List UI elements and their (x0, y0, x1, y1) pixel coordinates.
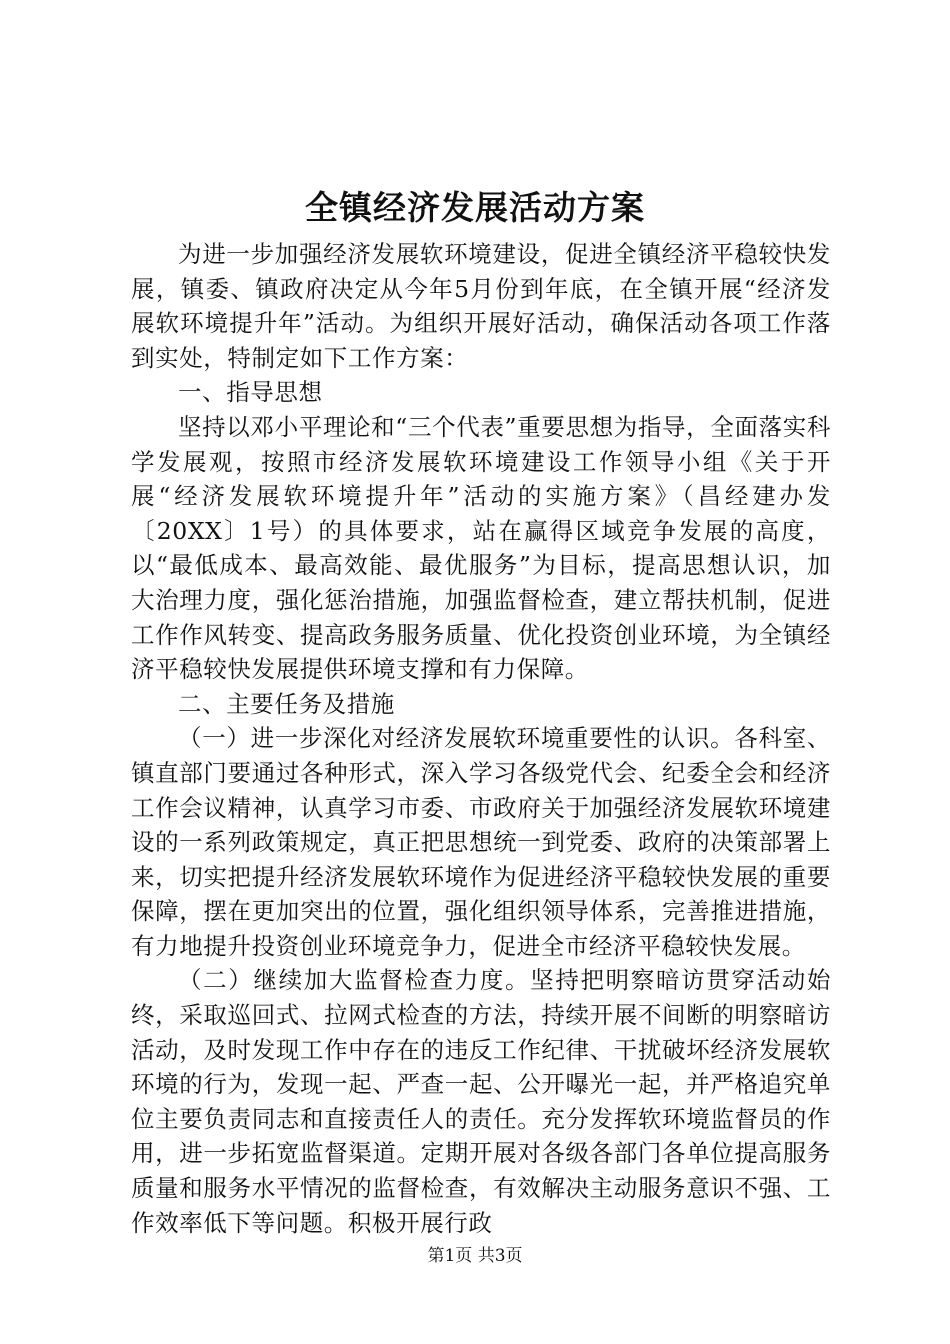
guiding-thought-paragraph: 坚持以邓小平理论和“三个代表”重要思想为指导，全面落实科学发展观，按照市经济发展软环境建设工作领导小组《关于开展“经济发展软环境提升年”活动的实施方案》（昌经建办发〔20XX〕1号）的具体要求，站在赢得区域竞争发展的高度，以“最低成本、最高效能、最优服务”为目标，提高思想认识，加大治理力度，强化惩治措施，加强监督检查，建立帮扶机制，促进工作作风转变、提高政务服务质量、优化投资创业环境，为全镇经济平稳较快发展提供环境支撑和有力保障。 (131, 412, 831, 684)
intro-paragraph: 为进一步加强经济发展软环境建设，促进全镇经济平稳较快发展，镇委、镇政府决定从今年5月份到年底，在全镇开展“经济发展软环境提升年”活动。为组织开展好活动，确保活动各项工作落到实处，特制定如下工作方案： (131, 240, 831, 372)
document-body (131, 237, 831, 1240)
document-title: 全镇经济发展活动方案 (305, 188, 645, 227)
section-heading-guiding-thought: 一、指导思想 (178, 378, 323, 407)
task-item-1-paragraph: （一）进一步深化对经济发展软环境重要性的认识。各科室、镇直部门要通过各种形式，深入学习各级党代会、纪委全会和经济工作会议精神，认真学习市委、市政府关于加强经济发展软环境建设的一系列政策规定，真正把思想统一到党委、政府的决策部署上来，切实把提升经济发展软环境作为促进经济平稳较快发展的重要保障，摆在更加突出的位置，强化组织领导体系，完善推进措施，有力地提升投资创业环境竞争力，促进全市经济平稳较快发展。 (131, 724, 831, 960)
page-number-footer: 第1页 共3页 (427, 1246, 523, 1266)
task-item-2-paragraph: （二）继续加大监督检查力度。坚持把明察暗访贯穿活动始终，采取巡回式、拉网式检查的方法，持续开展不间断的明察暗访活动，及时发现工作中存在的违反工作纪律、干扰破坏经济发展软环境的行为，发现一起、严查一起、公开曝光一起，并严格追究单位主要负责同志和直接责任人的责任。充分发挥软环境监督员的作用，进一步拓宽监督渠道。定期开展对各级各部门各单位提高服务质量和服务水平情况的监督检查，有效解决主动服务意识不强、工作效率低下等问题。积极开展行政 (131, 966, 831, 1237)
section-heading-main-tasks: 二、主要任务及措施 (178, 689, 395, 718)
